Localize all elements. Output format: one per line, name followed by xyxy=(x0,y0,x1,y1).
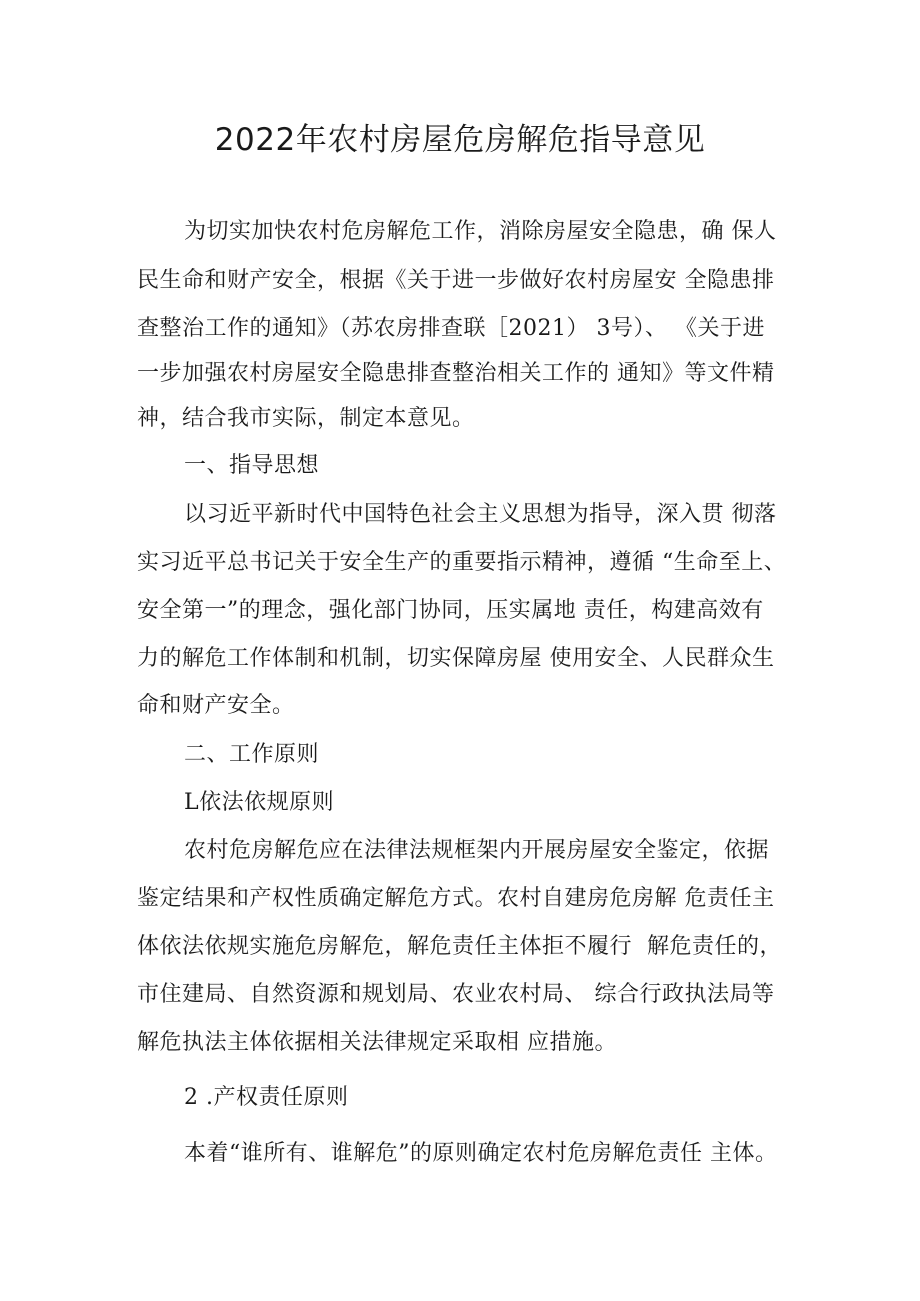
paragraph-line: 鉴定结果和产权性质确定解危方式。农村自建房危房解 危责任主 xyxy=(137,886,775,911)
paragraph-line: 安全第一”的理念，强化部门协同，压实属地 责任，构建高效有 xyxy=(137,598,764,623)
section-heading: 一、指导思想 xyxy=(184,453,320,478)
subsection-heading: L依法依规原则 xyxy=(184,790,335,815)
paragraph-line: 实习近平总书记关于安全生产的重要指示精神，遵循 “生命至上、 xyxy=(137,550,787,575)
paragraph-line: 一步加强农村房屋安全隐患排查整治相关工作的 通知》等文件精 xyxy=(137,361,775,386)
paragraph-line: 力的解危工作体制和机制，切实保障房屋 使用安全、人民群众生 xyxy=(137,646,775,671)
subsection-heading: 2 .产权责任原则 xyxy=(184,1085,349,1110)
document-title: 2022年农村房屋危房解危指导意见 xyxy=(214,122,706,158)
paragraph-line: 查整治工作的通知》（苏农房排查联［2021） 3号）、 《关于进 xyxy=(137,316,765,341)
paragraph-line: 市住建局、自然资源和规划局、农业农村局、 综合行政执法局等 xyxy=(137,982,775,1007)
paragraph-line: 命和财产安全。 xyxy=(137,693,295,718)
paragraph-line: 解危执法主体依据相关法律规定采取相 应措施。 xyxy=(137,1030,617,1055)
paragraph-line: 为切实加快农村危房解危工作，消除房屋安全隐患，确 保人 xyxy=(184,219,777,244)
paragraph-line: 民生命和财产安全，根据《关于进一步做好农村房屋安 全隐患排 xyxy=(137,268,775,293)
paragraph-line: 体依法依规实施危房解危，解危责任主体拒不履行 解危责任的， xyxy=(137,934,782,959)
section-heading: 二、工作原则 xyxy=(184,742,320,767)
paragraph-line: 农村危房解危应在法律法规框架内开展房屋安全鉴定，依据 xyxy=(184,838,770,863)
paragraph-line: 本着“谁所有、谁解危”的原则确定农村危房解危责任 主体。 xyxy=(184,1141,778,1166)
paragraph-line: 神，结合我市实际，制定本意见。 xyxy=(137,406,475,431)
paragraph-line: 以习近平新时代中国特色社会主义思想为指导，深入贯 彻落 xyxy=(184,502,777,527)
